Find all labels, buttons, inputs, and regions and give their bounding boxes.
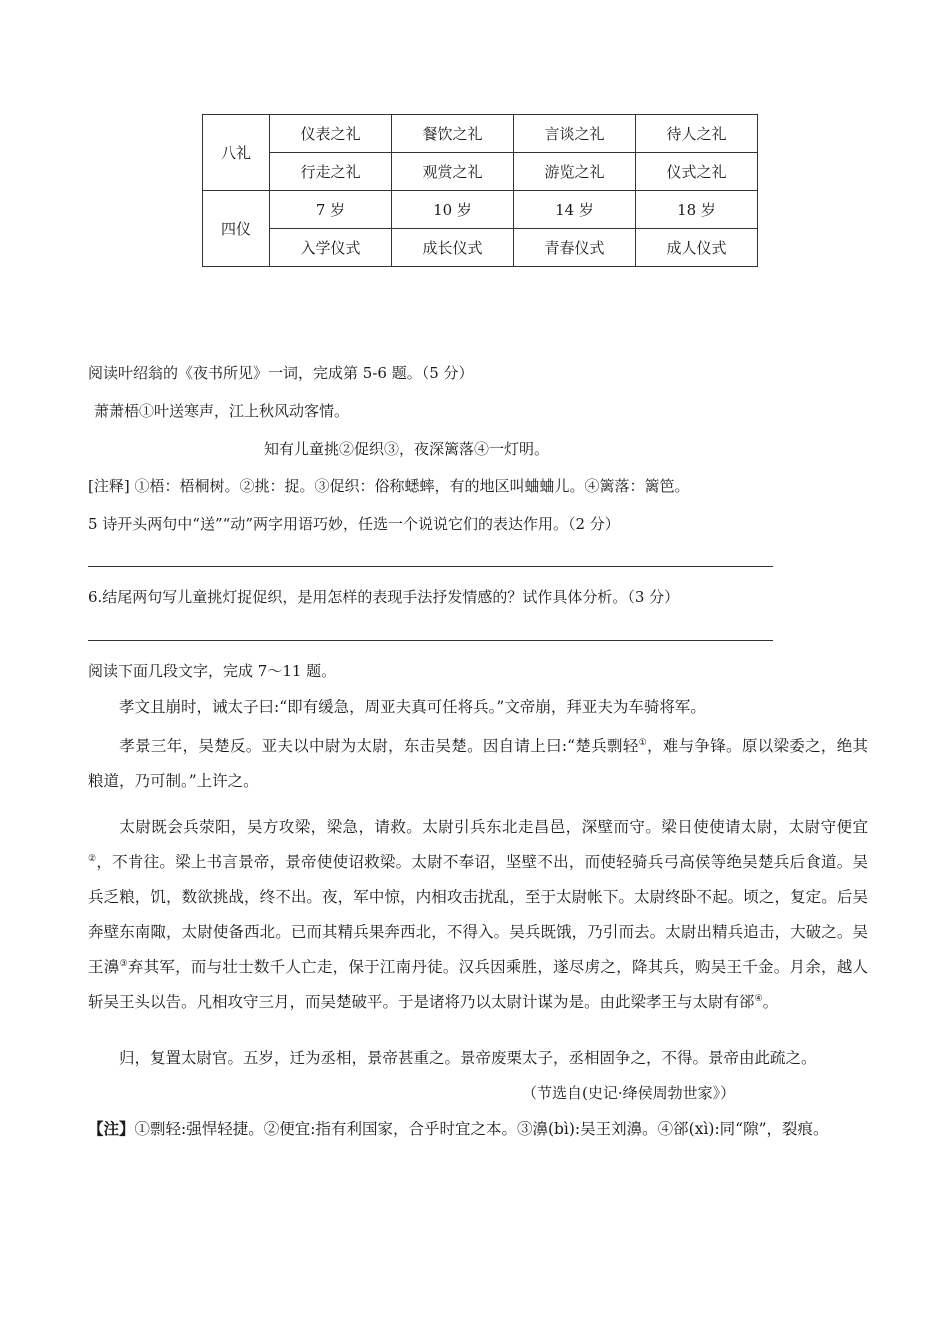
poem-intro: 阅读叶绍翁的《夜书所见》一词，完成第 5-6 题。（5 分） bbox=[88, 364, 474, 382]
table-cell: 行走之礼 bbox=[270, 153, 392, 191]
answer-line[interactable] bbox=[88, 566, 773, 567]
row-header: 八礼 bbox=[203, 115, 270, 191]
table-cell: 仪式之礼 bbox=[636, 153, 758, 191]
passage-source: （节选自(史记·绛侯周勃世家》） bbox=[522, 1084, 736, 1102]
table-cell: 餐饮之礼 bbox=[392, 115, 514, 153]
poem-line-2: 知有儿童挑②促织③，夜深篱落④一灯明。 bbox=[264, 440, 550, 458]
table-cell: 14 岁 bbox=[514, 191, 636, 229]
passage-paragraph-2: 孝景三年，吴楚反。亚夫以中尉为太尉，东击吴楚。因自请上曰:“楚兵剽轻①，难与争锋。原以梁委之，绝其粮道，乃可制。”上许之。 bbox=[88, 737, 868, 790]
passage-notes: 【注】①剽轻:强悍轻捷。②便宜:指有利国家，合乎时宜之本。③濞(bì):吴王刘濞。④郤(xì):同“隙”，裂痕。 bbox=[88, 1119, 829, 1138]
passage-paragraph-3: 太尉既会兵荥阳，吴方攻梁，梁急，请救。太尉引兵东北走昌邑，深壁而守。梁日使使请太尉，太尉守便宜②，不肯往。梁上书言景帝，景帝使使诏救梁。太尉不奉诏，坚壁不出，而使轻骑兵弓高侯等绝吴楚兵后食道。吴兵乏粮，饥，数欲挑战，终不出。夜，军中惊，内相攻击扰乱，至于太尉帐下。太尉终卧不起。顷之，复定。后吴奔壁东南陬，太尉使备西北。已而其精兵果奔西北，不得入。吴兵既饿，乃引而去。太尉出精兵追击，大破之。吴王濞③弃其军，而与壮士数千人亡走，保于江南丹徒。汉兵因乘胜，遂尽虏之，降其兵，购吴王千金。月余，越人斩吴王头以告。凡相攻守三月，而吴楚破平。于是诸将乃以太尉计谋为是。由此梁孝王与太尉有郤④。 bbox=[88, 818, 868, 1011]
table-cell: 18 岁 bbox=[636, 191, 758, 229]
table-cell: 仪表之礼 bbox=[270, 115, 392, 153]
table-cell: 观赏之礼 bbox=[392, 153, 514, 191]
footnote-marker: ① bbox=[638, 737, 647, 748]
footnote-marker: ④ bbox=[754, 993, 763, 1004]
table-row bbox=[203, 229, 758, 267]
table-cell: 游览之礼 bbox=[514, 153, 636, 191]
table-cell: 入学仪式 bbox=[270, 229, 392, 267]
row-header: 四仪 bbox=[203, 191, 270, 267]
table-cell: 7 岁 bbox=[270, 191, 392, 229]
table-cell: 成人仪式 bbox=[636, 229, 758, 267]
question-6: 6.结尾两句写儿童挑灯捉促织，是用怎样的表现手法抒发情感的？试作具体分析。（3 分） bbox=[88, 588, 680, 606]
poem-line-1: 萧萧梧①叶送寒声，江上秋风动客情。 bbox=[94, 402, 350, 420]
table-row bbox=[203, 191, 758, 229]
poem-note: [注释] ①梧：梧桐树。②挑：捉。③促织：俗称蟋蟀，有的地区叫蛐蛐儿。④篱落：篱笆。 bbox=[88, 477, 690, 495]
note-label: 【注】 bbox=[88, 1119, 135, 1138]
table-cell: 青春仪式 bbox=[514, 229, 636, 267]
passage-intro: 阅读下面几段文字，完成 7～11 题。 bbox=[88, 662, 337, 680]
table-cell: 成长仪式 bbox=[392, 229, 514, 267]
table-cell: 10 岁 bbox=[392, 191, 514, 229]
table-cell: 待人之礼 bbox=[636, 115, 758, 153]
table-row bbox=[203, 115, 758, 153]
table-row bbox=[203, 153, 758, 191]
footnote-marker: ② bbox=[88, 853, 97, 864]
footnote-marker: ③ bbox=[119, 958, 128, 969]
question-5: 5 诗开头两句中“送”“动”两字用语巧妙，任选一个说说它们的表达作用。（2 分） bbox=[88, 515, 620, 533]
table-cell: 言谈之礼 bbox=[514, 115, 636, 153]
answer-line[interactable] bbox=[88, 640, 773, 641]
passage-paragraph-1: 孝文且崩时，诫太子曰:“即有缓急，周亚夫真可任将兵。”文帝崩，拜亚夫为车骑将军。 bbox=[119, 698, 706, 716]
passage-paragraph-4: 归，复置太尉官。五岁，迁为丞相，景帝甚重之。景帝废栗太子，丞相固争之，不得。景帝由此疏之。 bbox=[119, 1049, 817, 1067]
rites-table bbox=[202, 114, 758, 267]
